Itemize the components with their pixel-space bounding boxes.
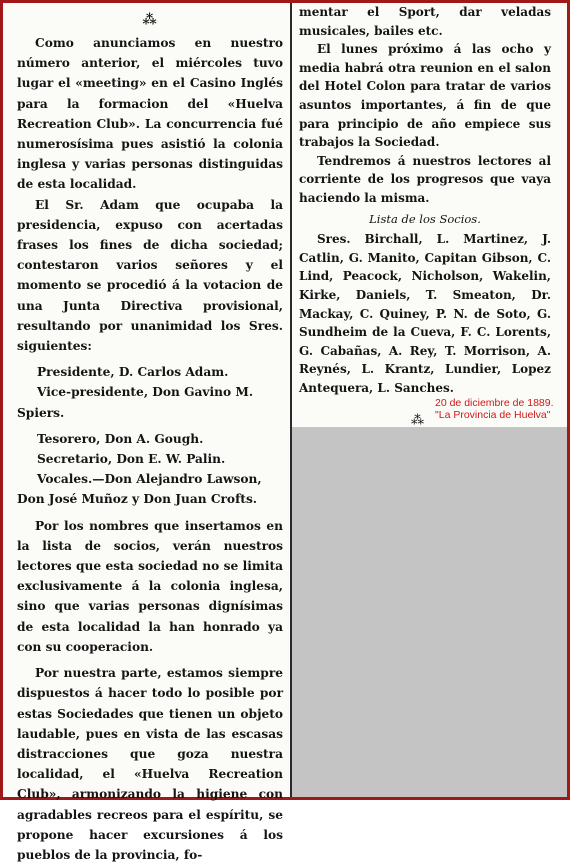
officer-members: Vocales.—Don Alejandro Lawson, Don José Muñoz y Don Juan Crofts. [17,472,262,507]
members-list: Sres. Birchall, L. Martinez, J. Catlin, G. Manito, Capitan Gibson, C. Lind, Peacock, Nicholson, Wakelin, Kirke, Daniels, T. Smeaton, Dr. Mackay, C. Quiney, P. N. de Soto, G. Sundheim de la Cueva, F. C. Lorents, G. Cabañas, A. Rey, T. Morrison, A. Reynés, L. Krantz, Lundier, Lopez Antequera, L. Sanches. [299,232,551,395]
paragraph-member-list: Por los nombres que insertamos en la lista de socios, verán nuestros lectores que esta sociedad no se limita exclusivamente á la colonia inglesa, sino que varias personas dignísimas de esta localidad la han honrado ya con su cooperacion. [17,518,283,654]
paragraph-next-meeting: El lunes próximo á las ocho y media habrá otra reunion en el salon del Hotel Colon para tratar de varios asuntos importantes, á fin de que para principio de año empiece sus trabajos la Sociedad. [299,42,551,150]
asterism-ornament: ⁂ [142,12,158,28]
paragraph-continuation: mentar el Sport, dar veladas musicales, bailes etc. [299,5,551,38]
officer-vice-president: Vice-presidente, Don Gavino M. Spiers. [17,385,254,420]
asterism-ornament-right: ⁂ [411,413,425,428]
members-list-title: Lista de los Socios. [369,211,481,226]
paragraph-meeting: Como anunciamos en nuestro número anterior, el miércoles tuvo lugar el «meeting» en el Casino Inglés para la formacion del «Huelva Recreation Club». La concurrencia fué numerosísima pues asistió la colonia inglesa y varias personas distinguidas de esta localidad. [17,36,283,192]
officer-treasurer: Tesorero, Don A. Gough. [37,431,204,446]
right-column [299,3,551,397]
blank-gray-area [292,427,567,797]
paragraph-our-part: Por nuestra parte, estamos siempre dispuestos á hacer todo lo posible por estas Sociedades que tienen un objeto laudable, pues en vista de las escasas distracciones que goza nuestra localidad, el «Huelva Recreation Club», armonizando la higiene con agradables recreos para el espíritu, se propone hacer excursiones á los pueblos de la provincia, fo- [17,666,283,862]
caption-date: 20 de diciembre de 1889. [435,397,554,409]
source-caption [435,397,554,421]
officer-president: Presidente, D. Carlos Adam. [37,365,229,380]
officer-secretary: Secretario, Don E. W. Palin. [37,452,226,467]
left-column [17,11,283,865]
paragraph-progress: Tendremos á nuestros lectores al corriente de los progresos que vaya haciendo la misma. [299,153,551,205]
caption-source: "La Provincia de Huelva" [435,409,551,421]
paragraph-presidency: El Sr. Adam que ocupaba la presidencia, expuso con acertadas frases los fines de dicha sociedad; contestaron varios señores y el momento se procedió á la votacion de una Junta Directiva provisional, resultando por unanimidad los Sres. siguientes: [17,197,283,354]
